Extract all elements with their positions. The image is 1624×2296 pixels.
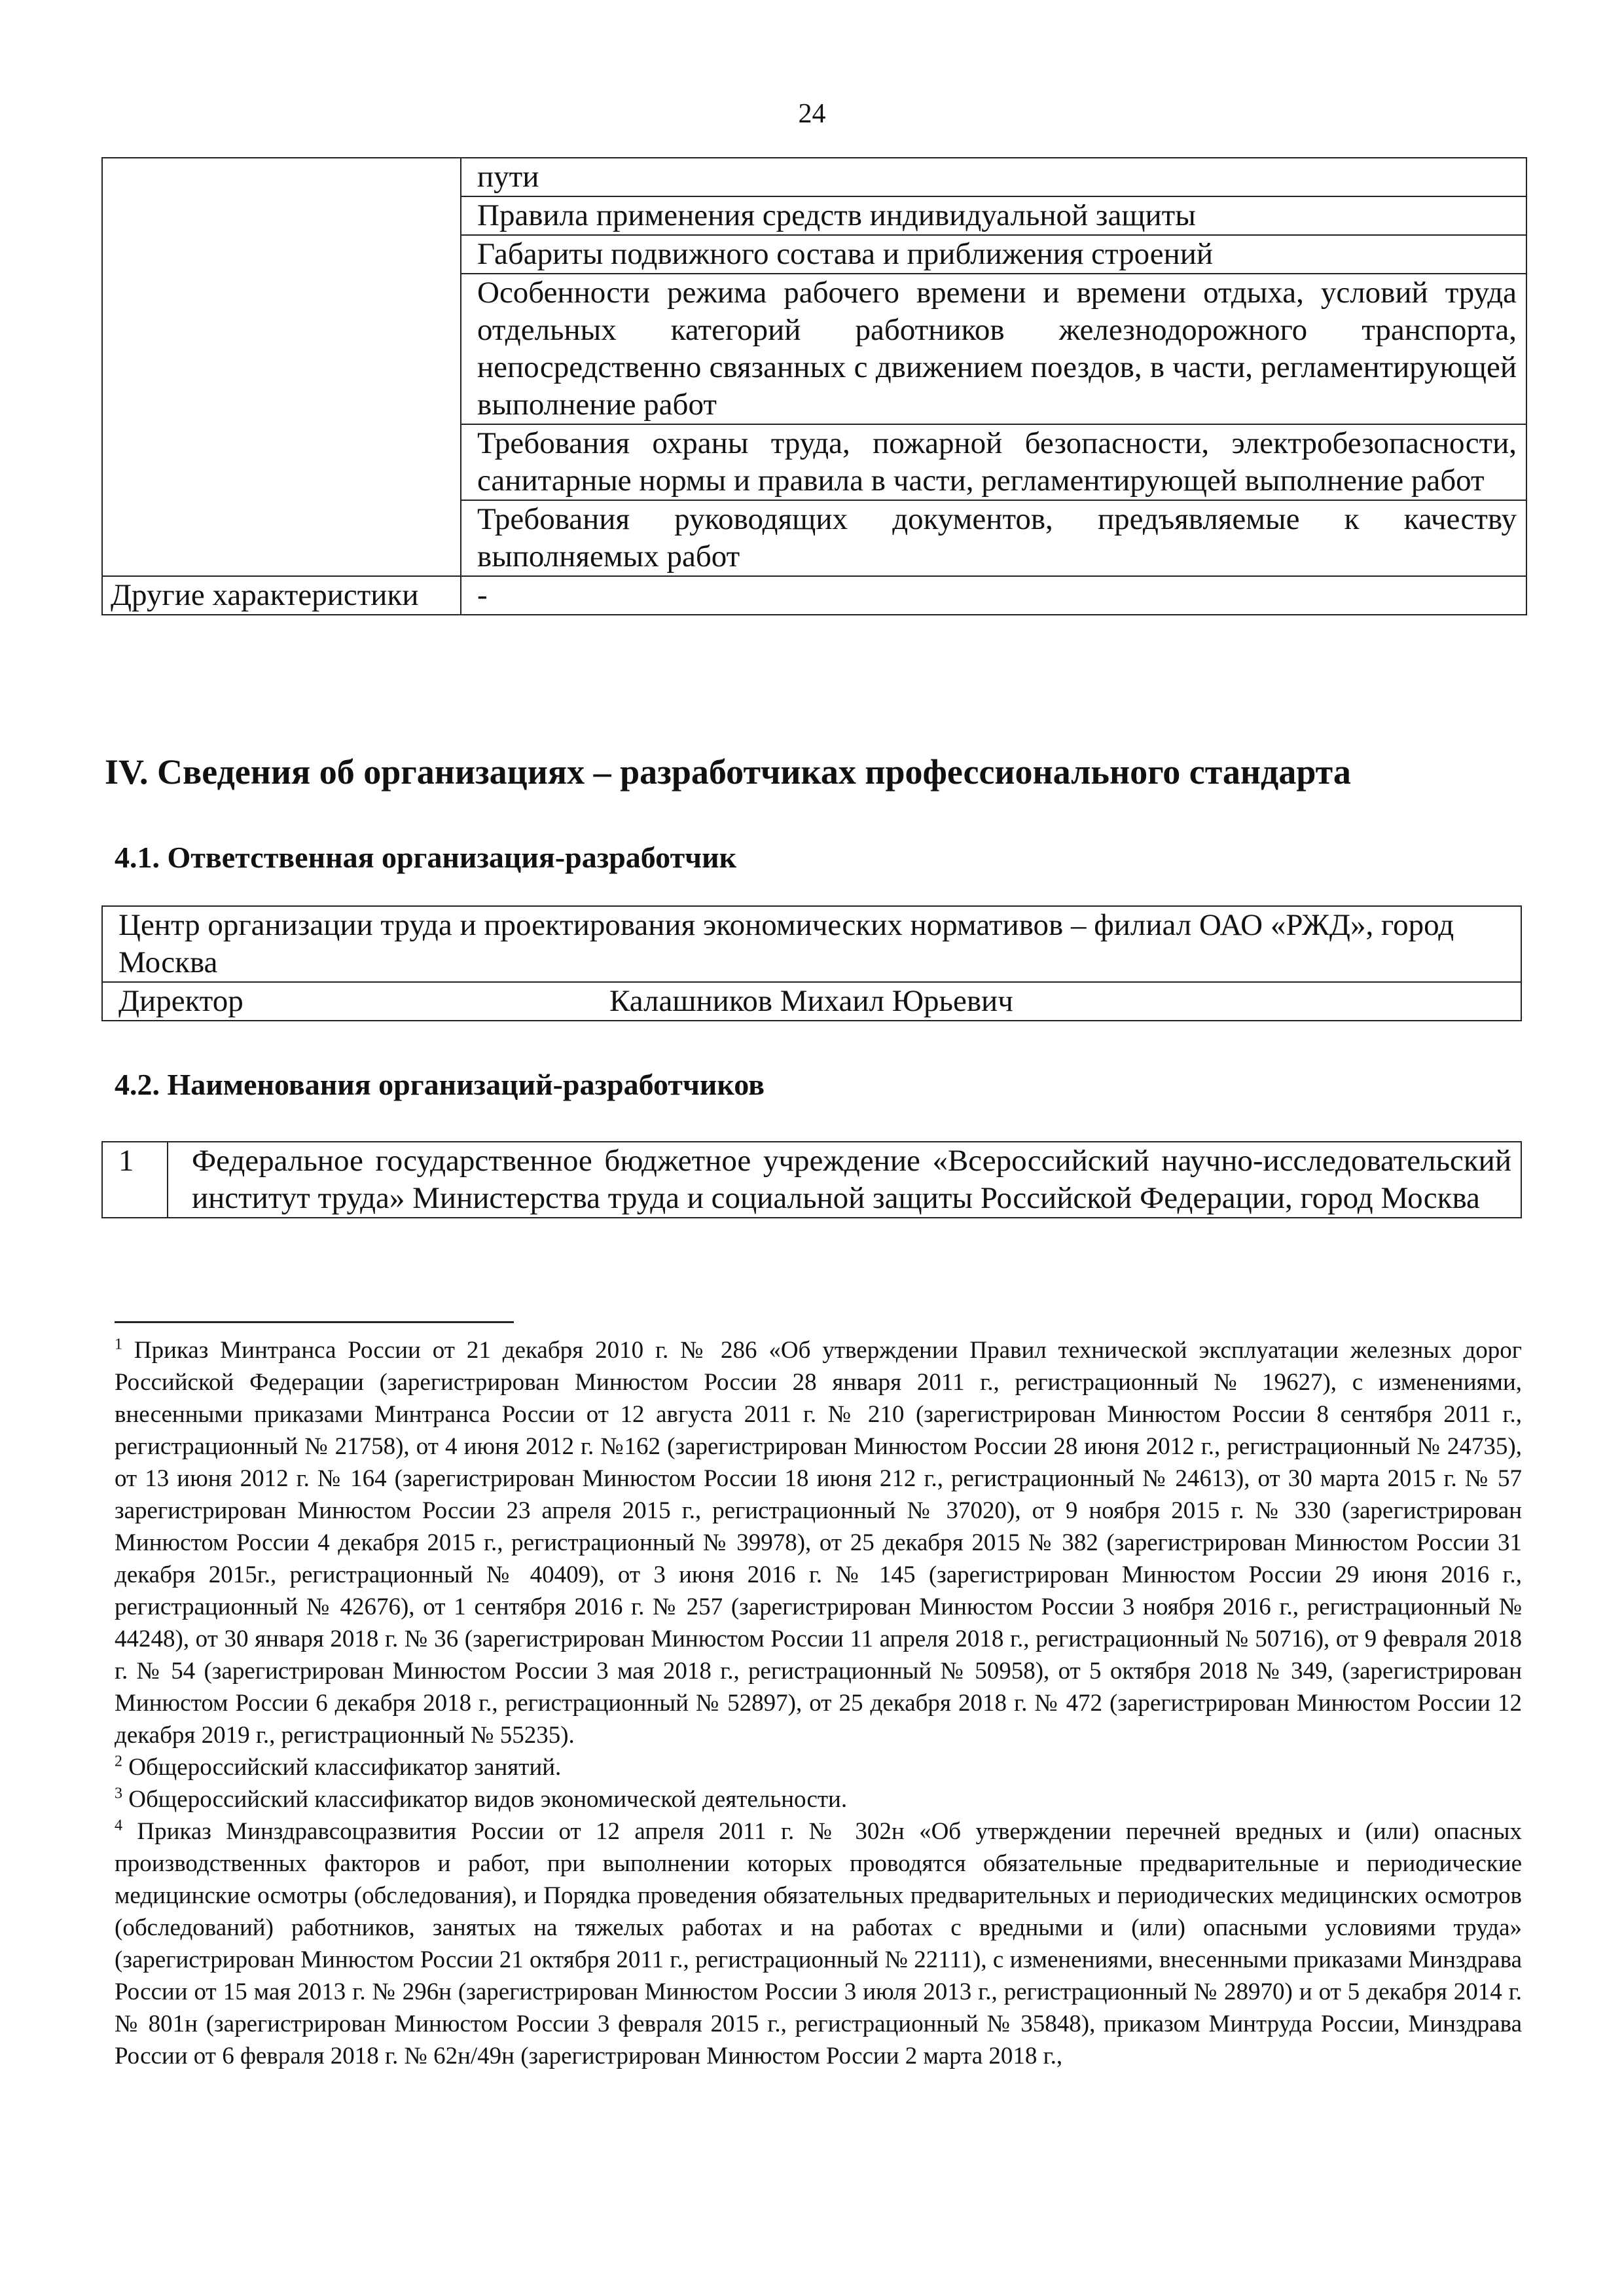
- table-cell: -: [461, 576, 1526, 615]
- table-cell: Особенности режима рабочего времени и времени отдыха, условий труда отдельных категорий работников железнодорожного транспорта, непосредственно связанных с движением поездов, в части, регламентирующей выполнение работ: [461, 274, 1526, 424]
- table-row: [102, 982, 1521, 1021]
- footnote-mark: 4: [115, 1817, 122, 1834]
- table-cell: Габариты подвижного состава и приближения строений: [461, 235, 1526, 274]
- row-number: 1: [102, 1142, 168, 1218]
- table-row: [102, 158, 1526, 196]
- footnote-mark: 1: [115, 1336, 122, 1353]
- developer-orgs-heading: 4.2. Наименования организаций-разработчиков: [115, 1068, 765, 1101]
- footnote-item: [115, 1815, 1522, 2072]
- table-row: [102, 906, 1521, 982]
- responsible-org-heading: 4.1. Ответственная организация-разработчик: [115, 841, 737, 874]
- table-row: [102, 1142, 1521, 1218]
- footnote-mark: 3: [115, 1785, 122, 1802]
- footnote-text: Общероссийский классификатор занятий.: [128, 1754, 562, 1781]
- table-cell: Требования охраны труда, пожарной безопасности, электробезопасности, санитарные нормы и правила в части, регламентирующей выполнение работ: [461, 424, 1526, 500]
- footnote-text: Приказ Минздравсоцразвития России от 12 апреля 2011 г. № 302н «Об утверждении перечней вредных и (или) опасных производственных факторов и работ, при выполнении которых проводятся обязательные предварительные и периодические медицинские осмотры (обследования), и Порядка проведения обязательных предварительных и периодических медицинских осмотров (обследований) работников, занятых на тяжелых работах и на работах с вредными и (или) опасными условиями труда» (зарегистрирован Минюстом России 21 октября 2011 г., регистрационный № 22111), с изменениями, внесенными приказами Минздрава России от 15 мая 2013 г. № 296н (зарегистрирован Минюстом России 3 июля 2013 г., регистрационный № 28970) и от 5 декабря 2014 г. № 801н (зарегистрирован Минюстом России 3 февраля 2015 г., регистрационный № 35848), приказом Минтруда России, Минздрава России от 6 февраля 2018 г. № 62н/49н (зарегистрирован Минюстом России 2 марта 2018 г.,: [115, 1818, 1522, 2069]
- footnote-item: [115, 1783, 1522, 1815]
- footnote-mark: 2: [115, 1753, 122, 1770]
- row-label-other-characteristics: Другие характеристики: [102, 576, 461, 615]
- row-label: [102, 158, 461, 576]
- table-cell: Требования руководящих документов, предъявляемые к качеству выполняемых работ: [461, 500, 1526, 576]
- footnote-item: [115, 1751, 1522, 1783]
- table-row: [102, 576, 1526, 615]
- responsible-org-table: [101, 905, 1522, 1021]
- table-cell: пути: [461, 158, 1526, 196]
- characteristics-table: [101, 157, 1527, 615]
- footnote-text: Общероссийский классификатор видов экономической деятельности.: [128, 1786, 848, 1813]
- director-cell: [102, 982, 1521, 1021]
- developer-orgs-table: [101, 1141, 1522, 1218]
- responsible-org-name: Центр организации труда и проектирования экономических нормативов – филиал ОАО «РЖД», город Москва: [102, 906, 1521, 982]
- page-number: 24: [798, 99, 826, 129]
- footnote-item: [115, 1334, 1522, 1751]
- person-name: Калашников Михаил Юрьевич: [609, 984, 1013, 1018]
- table-cell: Правила применения средств индивидуальной защиты: [461, 196, 1526, 235]
- footnote-divider: [115, 1321, 514, 1323]
- position-label: Директор: [118, 984, 244, 1018]
- footnote-text: Приказ Минтранса России от 21 декабря 2010 г. № 286 «Об утверждении Правил технической эксплуатации железных дорог Российской Федерации (зарегистрирован Минюстом России 28 января 2011 г., регистрационный № 19627), с изменениями, внесенными приказами Минтранса России от 12 августа 2011 г. № 210 (зарегистрирован Минюстом России 8 сентября 2011 г., регистрационный № 21758), от 4 июня 2012 г. №162 (зарегистрирован Минюстом России 28 июня 2012 г., регистрационный № 24735), от 13 июня 2012 г. № 164 (зарегистрирован Минюстом России 18 июня 212 г., регистрационный № 24613), от 30 марта 2015 г. № 57 зарегистрирован Минюстом России 23 апреля 2015 г., регистрационный № 37020), от 9 ноября 2015 г. № 330 (зарегистрирован Минюстом России 4 декабря 2015 г., регистрационный № 39978), от 25 декабря 2015 № 382 (зарегистрирован Минюстом России 31 декабря 2015г., регистрационный № 40409), от 3 июня 2016 г. № 145 (зарегистрирован Минюстом России 29 июня 2016 г., регистрационный № 42676), от 1 сентября 2016 г. № 257 (зарегистрирован Минюстом России 3 ноября 2016 г., регистрационный № 44248), от 30 января 2018 г. № 36 (зарегистрирован Минюстом России 11 апреля 2018 г., регистрационный № 50716), от 9 февраля 2018 г. № 54 (зарегистрирован Минюстом России 3 мая 2018 г., регистрационный № 50958), от 5 октября 2018 № 349, (зарегистрирован Минюстом России 6 декабря 2018 г., регистрационный № 52897), от 25 декабря 2018 г. № 472 (зарегистрирован Минюстом России 12 декабря 2019 г., регистрационный № 55235).: [115, 1337, 1522, 1749]
- footnotes: [115, 1334, 1522, 2072]
- developer-org-name: Федеральное государственное бюджетное учреждение «Всероссийский научно-исследовательский институт труда» Министерства труда и социальной защиты Российской Федерации, город Москва: [168, 1142, 1521, 1218]
- section-heading: IV. Сведения об организациях – разработчиках профессионального стандарта: [105, 752, 1351, 792]
